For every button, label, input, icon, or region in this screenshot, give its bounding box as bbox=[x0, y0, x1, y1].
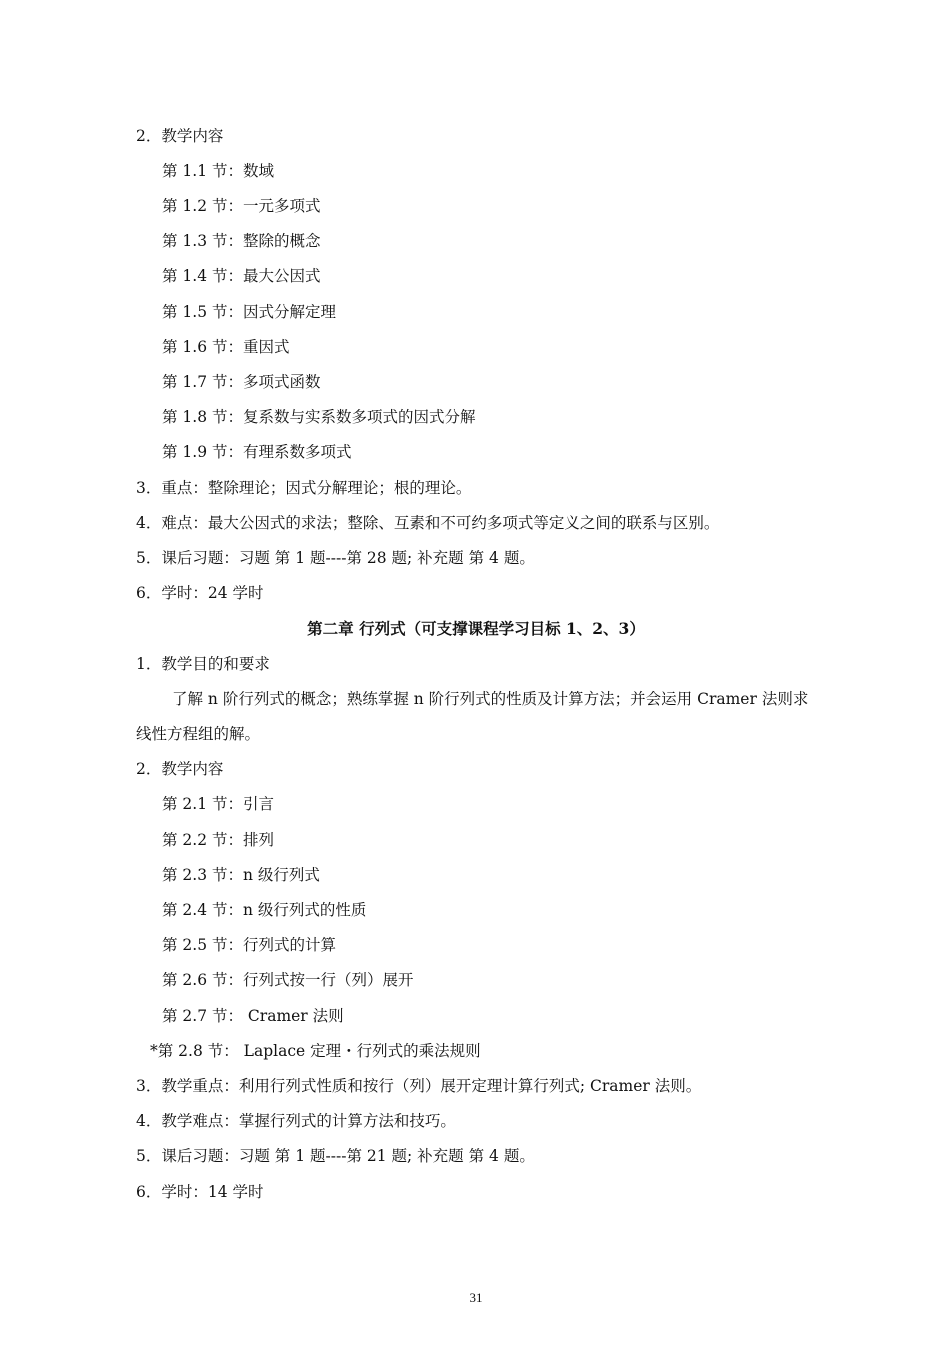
ch2-section-5: 第 2.5 节：行列式的计算 bbox=[162, 936, 337, 954]
ch2-section-7: 第 2.7 节： Cramer 法则 bbox=[162, 1007, 344, 1025]
ch1-section-2: 第 1.2 节：一元多项式 bbox=[162, 197, 321, 215]
ch2-section-6: 第 2.6 节：行列式按一行（列）展开 bbox=[162, 971, 414, 989]
ch2-section-4: 第 2.4 节：n 级行列式的性质 bbox=[162, 901, 367, 919]
ch2-goals-heading: 1．教学目的和要求 bbox=[136, 655, 270, 673]
ch1-section-4: 第 1.4 节：最大公因式 bbox=[162, 267, 321, 285]
ch1-difficulties: 4．难点：最大公因式的求法；整除、互素和不可约多项式等定义之间的联系与区别。 bbox=[136, 514, 720, 532]
ch1-section-5: 第 1.5 节：因式分解定理 bbox=[162, 303, 337, 321]
ch2-section-3: 第 2.3 节：n 级行列式 bbox=[162, 866, 320, 884]
ch2-key-points: 3．教学重点：利用行列式性质和按行（列）展开定理计算行列式; Cramer 法则。 bbox=[136, 1077, 702, 1095]
ch2-optional-section: *第 2.8 节： Laplace 定理・行列式的乘法规则 bbox=[150, 1042, 481, 1060]
ch2-goals-line-1: 了解 n 阶行列式的概念；熟练掌握 n 阶行列式的性质及计算方法；并会运用 Cramer 法则求 bbox=[172, 690, 809, 708]
page-number: 31 bbox=[469, 1290, 483, 1305]
ch2-goals-line-2: 线性方程组的解。 bbox=[136, 725, 261, 743]
ch2-content-heading: 2．教学内容 bbox=[136, 760, 224, 778]
ch1-key-points: 3．重点：整除理论；因式分解理论；根的理论。 bbox=[136, 479, 472, 497]
ch1-exercises: 5．课后习题：习题 第 1 题----第 28 题; 补充题 第 4 题。 bbox=[136, 549, 535, 567]
chapter-title: 第二章 行列式（可支撑课程学习目标 1、2、3） bbox=[307, 619, 645, 638]
ch1-section-6: 第 1.6 节：重因式 bbox=[162, 338, 290, 356]
ch2-difficulties: 4．教学难点：掌握行列式的计算方法和技巧。 bbox=[136, 1112, 456, 1130]
ch2-hours: 6．学时：14 学时 bbox=[136, 1183, 264, 1201]
ch1-content-heading: 2．教学内容 bbox=[136, 127, 224, 145]
ch2-exercises: 5．课后习题：习题 第 1 题----第 21 题; 补充题 第 4 题。 bbox=[136, 1147, 535, 1165]
ch1-section-8: 第 1.8 节：复系数与实系数多项式的因式分解 bbox=[162, 408, 476, 426]
ch1-section-7: 第 1.7 节：多项式函数 bbox=[162, 373, 321, 391]
ch1-section-3: 第 1.3 节：整除的概念 bbox=[162, 232, 321, 250]
ch2-section-1: 第 2.1 节：引言 bbox=[162, 795, 275, 813]
ch1-hours: 6．学时：24 学时 bbox=[136, 584, 264, 602]
ch1-section-9: 第 1.9 节：有理系数多项式 bbox=[162, 443, 352, 461]
ch2-section-2: 第 2.2 节：排列 bbox=[162, 831, 275, 849]
ch1-section-1: 第 1.1 节：数域 bbox=[162, 162, 275, 180]
